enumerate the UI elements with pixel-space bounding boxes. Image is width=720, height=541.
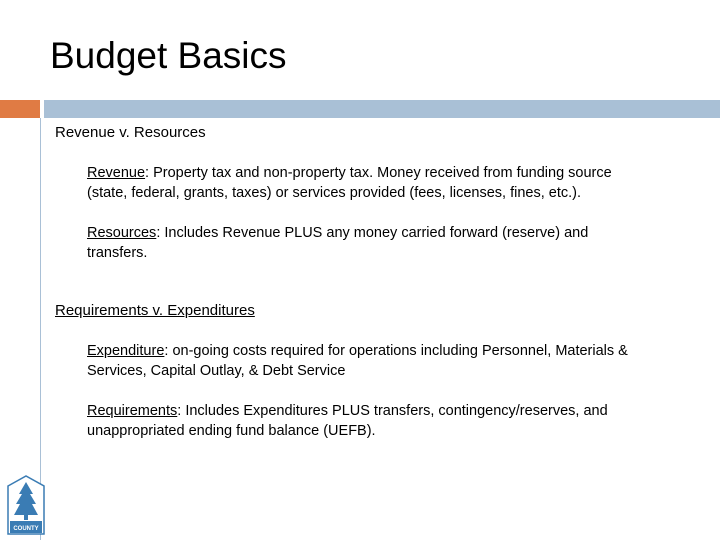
section-heading-revenue-resources — [55, 123, 695, 143]
term-requirements: Requirements — [87, 403, 178, 419]
section-heading-text: Requirements v. Expenditures — [55, 302, 255, 319]
section-heading-text: Revenue v. Resources — [55, 124, 206, 141]
definition-resources — [87, 223, 647, 263]
definition-revenue — [87, 163, 647, 203]
county-tree-logo-icon — [6, 474, 46, 536]
definition-text: : Includes Expenditures PLUS transfers, contingency/reserves, and unappropriated ending fund balance (UEFB). — [87, 403, 608, 439]
term-revenue: Revenue — [87, 165, 146, 181]
definition-text: : Includes Revenue PLUS any money carried forward (reserve) and transfers. — [87, 225, 589, 261]
slide-title: Budget Basics — [50, 35, 287, 76]
logo-text: COUNTY — [13, 526, 39, 532]
slide-content — [55, 123, 695, 441]
definition-expenditure — [87, 341, 647, 381]
accent-bar-orange — [0, 100, 40, 118]
definition-text: : on-going costs required for operations including Personnel, Materials & Services, Capital Outlay, & Debt Service — [87, 343, 628, 379]
term-resources: Resources — [87, 225, 157, 241]
definition-requirements — [87, 401, 647, 441]
accent-bar-blue — [44, 100, 720, 118]
section-heading-requirements-expenditures — [55, 301, 695, 321]
definition-text: : Property tax and non-property tax. Money received from funding source (state, federal, grants, taxes) or services provided (fees, licenses, fines, etc.). — [87, 165, 612, 201]
term-expenditure: Expenditure — [87, 343, 165, 359]
